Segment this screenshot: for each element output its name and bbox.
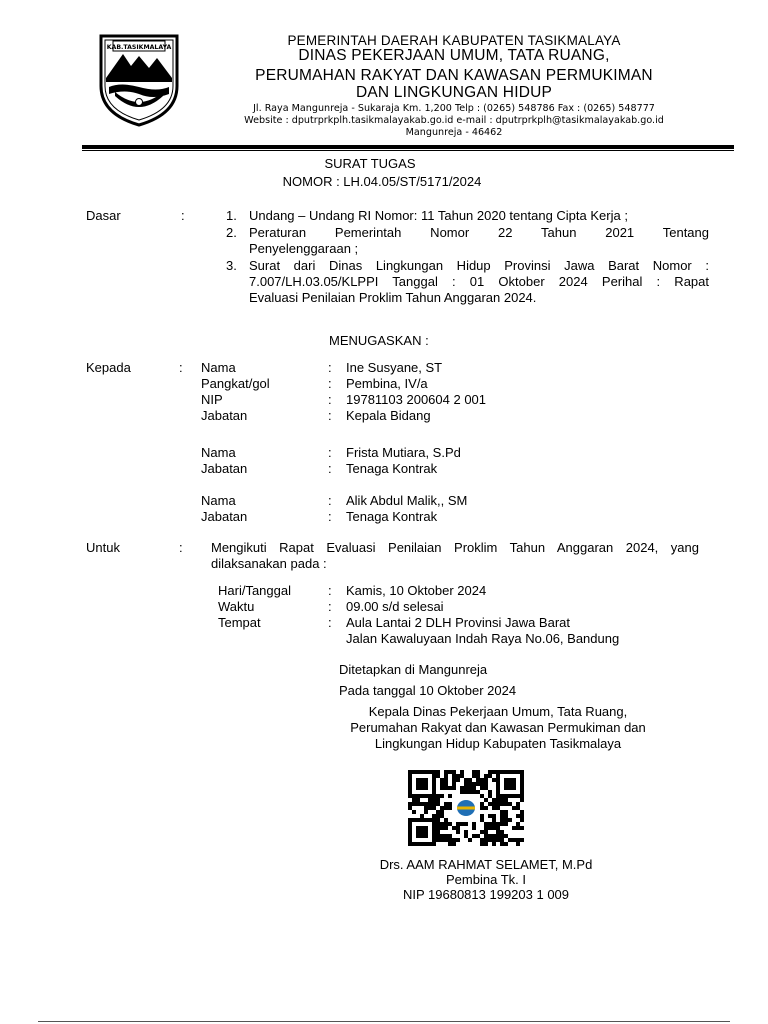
field-label: Waktu bbox=[218, 599, 255, 614]
dasar-item-number: 1. bbox=[226, 208, 237, 223]
letterhead-agency-line3: DAN LINGKUNGAN HIDUP bbox=[355, 84, 553, 101]
dasar-item-number: 2. bbox=[226, 225, 237, 240]
field-value: Ine Susyane, ST bbox=[346, 360, 443, 375]
menugaskan-heading: MENUGASKAN : bbox=[329, 333, 429, 348]
dasar-colon: : bbox=[181, 208, 185, 223]
dasar-item-text: Surat dari Dinas Lingkungan Hidup Provinsi Jawa Barat Nomor : bbox=[249, 258, 709, 273]
letterhead-address: Jl. Raya Mangunreja - Sukaraja Km. 1,200 Telp : (0265) 548786 Fax : (0265) 548777 bbox=[253, 103, 655, 114]
dasar-item-text: Penyelenggaraan ; bbox=[249, 241, 359, 256]
signature-place: Ditetapkan di Mangunreja bbox=[339, 662, 488, 677]
untuk-text: dilaksanakan pada : bbox=[211, 556, 327, 571]
logo-text: KAB.TASIKMALAYA bbox=[106, 44, 172, 51]
field-label: Nama bbox=[201, 445, 236, 460]
field-value: Frista Mutiara, S.Pd bbox=[346, 445, 461, 460]
letterhead-website: Website : dputrprkplh.tasikmalayakab.go.id e-mail : dputrprkplh@tasikmalayakab.go.id bbox=[244, 115, 664, 126]
untuk-label: Untuk bbox=[86, 540, 120, 555]
dasar-item-text: Undang – Undang RI Nomor: 11 Tahun 2020 tentang Cipta Kerja ; bbox=[249, 208, 628, 223]
field-colon: : bbox=[328, 445, 332, 460]
dasar-item-number: 3. bbox=[226, 258, 237, 273]
signature-role: Kepala Dinas Pekerjaan Umum, Tata Ruang, bbox=[368, 704, 628, 719]
header-divider-thin bbox=[82, 150, 734, 151]
field-label: Jabatan bbox=[201, 509, 248, 524]
signatory-nip: NIP 19680813 199203 1 009 bbox=[402, 887, 570, 902]
field-label: Pangkat/gol bbox=[201, 376, 270, 391]
field-value: 19781103 200604 2 001 bbox=[346, 392, 487, 407]
signatory-rank: Pembina Tk. I bbox=[446, 872, 526, 887]
untuk-text: Mengikuti Rapat Evaluasi Penilaian Proklim Tahun Anggaran 2024, yang bbox=[211, 540, 699, 555]
field-label: Nama bbox=[201, 493, 236, 508]
letterhead-government: PEMERINTAH DAERAH KABUPATEN TASIKMALAYA bbox=[287, 33, 621, 48]
field-value: Aula Lantai 2 DLH Provinsi Jawa Barat bbox=[346, 615, 571, 630]
dasar-item-text: Evaluasi Penilaian Proklim Tahun Anggaran 2024. bbox=[249, 290, 537, 305]
field-value: Alik Abdul Malik,, SM bbox=[346, 493, 468, 508]
field-colon: : bbox=[328, 376, 332, 391]
header-divider-thick bbox=[82, 145, 734, 149]
field-colon: : bbox=[328, 392, 332, 407]
field-label: Jabatan bbox=[201, 461, 248, 476]
qr-code-icon bbox=[408, 770, 524, 846]
field-value: Pembina, IV/a bbox=[346, 376, 428, 391]
field-label: Hari/Tanggal bbox=[218, 583, 291, 598]
document-number: NOMOR : LH.04.05/ST/5171/2024 bbox=[282, 174, 482, 189]
field-colon: : bbox=[328, 583, 332, 598]
document-title: SURAT TUGAS bbox=[324, 156, 416, 171]
signatory-name: Drs. AAM RAHMAT SELAMET, M.Pd bbox=[379, 857, 593, 872]
field-colon: : bbox=[328, 493, 332, 508]
dasar-item-text: Peraturan Pemerintah Nomor 22 Tahun 2021 Tentang bbox=[249, 225, 709, 240]
shield-emblem-icon bbox=[91, 32, 187, 128]
field-colon: : bbox=[328, 599, 332, 614]
signature-role: Perumahan Rakyat dan Kawasan Permukiman dan bbox=[350, 720, 646, 735]
field-label: NIP bbox=[201, 392, 223, 407]
field-value: 09.00 s/d selesai bbox=[346, 599, 444, 614]
field-value: Tenaga Kontrak bbox=[346, 509, 438, 524]
letterhead-agency-line2: PERUMAHAN RAKYAT DAN KAWASAN PERMUKIMAN bbox=[255, 67, 653, 84]
field-label: Jabatan bbox=[201, 408, 248, 423]
field-value: Kepala Bidang bbox=[346, 408, 431, 423]
field-value: Kamis, 10 Oktober 2024 bbox=[346, 583, 487, 598]
field-colon: : bbox=[328, 509, 332, 524]
field-colon: : bbox=[328, 360, 332, 375]
field-label: Tempat bbox=[218, 615, 261, 630]
kepada-label: Kepada bbox=[86, 360, 131, 375]
signature-role: Lingkungan Hidup Kabupaten Tasikmalaya bbox=[374, 736, 622, 751]
letterhead-city: Mangunreja - 46462 bbox=[405, 127, 503, 138]
field-colon: : bbox=[328, 408, 332, 423]
signature-date: Pada tanggal 10 Oktober 2024 bbox=[339, 683, 517, 698]
field-label: Nama bbox=[201, 360, 236, 375]
dasar-item-text: 7.007/LH.03.05/KLPPI Tanggal : 01 Oktober 2024 Perihal : Rapat bbox=[249, 274, 709, 289]
field-value: Jalan Kawaluyaan Indah Raya No.06, Bandung bbox=[346, 631, 620, 646]
untuk-colon: : bbox=[179, 540, 183, 555]
field-colon: : bbox=[328, 461, 332, 476]
footer-line bbox=[38, 1021, 730, 1022]
dasar-label: Dasar bbox=[86, 208, 121, 223]
field-colon: : bbox=[328, 615, 332, 630]
kepada-colon: : bbox=[179, 360, 183, 375]
letterhead-agency-line1: DINAS PEKERJAAN UMUM, TATA RUANG, bbox=[298, 47, 610, 64]
field-value: Tenaga Kontrak bbox=[346, 461, 438, 476]
